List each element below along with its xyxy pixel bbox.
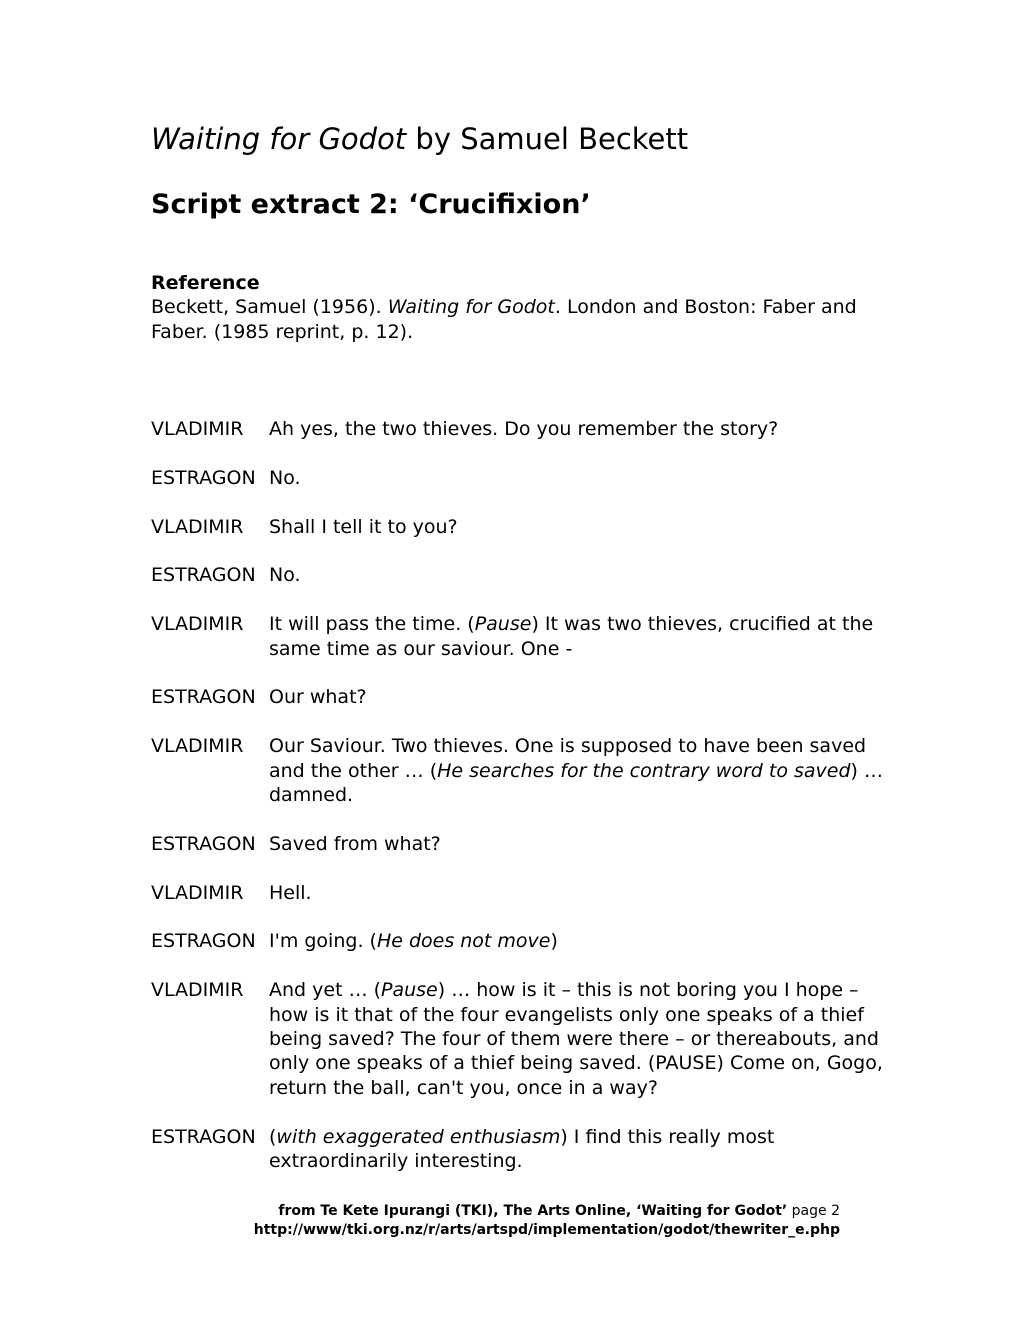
speaker-name: ESTRAGON: [151, 564, 256, 587]
speech-part: ) I find this really most extraordinarily interesting.: [269, 1125, 775, 1173]
stage-direction: Pause: [381, 979, 438, 1002]
speaker-name: ESTRAGON: [151, 930, 256, 953]
speech-text: [269, 466, 891, 490]
dialogue-line: [151, 466, 891, 490]
dialogue-line: [151, 978, 891, 1100]
document-title: [151, 119, 688, 159]
dialogue-line: [151, 685, 891, 709]
dialogue-line: [151, 881, 891, 905]
speech-part: No.: [269, 564, 301, 587]
speech-part: ) It was two thieves, crucified at the same time as our saviour. One -: [269, 613, 874, 660]
reference-pre: Beckett, Samuel (1956).: [151, 296, 388, 318]
speech-text: [269, 978, 891, 1100]
speech-part: Our what?: [269, 686, 367, 709]
speech-part: ) …damned.: [269, 759, 883, 806]
speaker-name: VLADIMIR: [151, 515, 244, 538]
dialogue-line: [151, 832, 891, 856]
reference-italic: Waiting for Godot: [387, 296, 555, 318]
dialogue-line: [151, 563, 891, 587]
footer-source-text: from Te Kete Ipurangi (TKI), The Arts Online, ‘Waiting for Godot’: [278, 1203, 788, 1219]
stage-direction: He searches for the contrary word to saved: [437, 759, 851, 782]
reference-post: . London and Boston: Faber and Faber. (1985 reprint, p. 12).: [151, 296, 857, 343]
speech-part: Our Saviour. Two thieves. One is supposed to have been saved and the other … (: [269, 735, 867, 782]
speaker-name: VLADIMIR: [151, 418, 244, 440]
stage-direction: He does not move: [376, 930, 551, 953]
document-subtitle: Script extract 2: ‘Crucifixion’: [151, 189, 591, 220]
title-italic: Waiting for Godot: [151, 122, 407, 156]
dialogue-line: [151, 734, 891, 807]
speaker-name: ESTRAGON: [151, 466, 256, 489]
speech-part: Ah yes, the two thieves. Do you remember the story?: [269, 418, 779, 440]
speech-text: [269, 832, 891, 856]
speech-part: No.: [269, 466, 301, 489]
speech-part: Hell.: [269, 881, 312, 904]
reference-heading: Reference: [151, 272, 260, 294]
speech-part: I'm going. (: [269, 930, 377, 953]
speech-part: (: [269, 1125, 277, 1148]
dialogue-line: [151, 612, 891, 661]
stage-direction: with exaggerated enthusiasm: [276, 1125, 561, 1148]
footer-url: http://www/tki.org.nz/r/arts/artspd/implementation/godot/thewriter_e.php: [253, 1222, 840, 1238]
speech-text: [269, 734, 891, 807]
speech-text: [269, 563, 891, 587]
speech-text: [269, 417, 891, 441]
dialogue-line: [151, 417, 891, 441]
speaker-name: VLADIMIR: [151, 979, 244, 1002]
speech-part: ) … how is it – this is not boring you I hope – how is it that of the four evangelists only one speaks of a thief being saved? The four of them were there – or thereabouts, and only one speaks of a thief being saved. (PAUSE) Come on, Gogo, return the ball, can't you, once in a way?: [269, 979, 883, 1099]
speech-part: It will pass the time. (: [269, 613, 475, 636]
dialogue-line: [151, 1125, 891, 1174]
dialogue-line: [151, 929, 891, 953]
speech-part: Shall I tell it to you?: [269, 515, 458, 538]
script-dialogue: [151, 417, 891, 1198]
speech-part: Saved from what?: [269, 832, 441, 855]
reference-text: [151, 295, 881, 345]
speaker-name: ESTRAGON: [151, 686, 256, 709]
speaker-name: ESTRAGON: [151, 1125, 256, 1148]
speaker-name: VLADIMIR: [151, 613, 244, 636]
dialogue-line: [151, 515, 891, 539]
speech-text: [269, 612, 891, 661]
footer-source: [0, 1201, 840, 1222]
stage-direction: Pause: [474, 613, 532, 636]
speech-text: [269, 515, 891, 539]
speech-part: ): [550, 930, 558, 953]
speaker-name: ESTRAGON: [151, 832, 256, 855]
speaker-name: VLADIMIR: [151, 881, 244, 904]
speech-text: [269, 929, 891, 953]
speech-text: [269, 685, 891, 709]
title-rest: by Samuel Beckett: [406, 122, 689, 156]
speech-text: [269, 881, 891, 905]
footer-page: page 2: [787, 1203, 840, 1219]
speaker-name: VLADIMIR: [151, 735, 244, 758]
speech-part: And yet … (: [269, 979, 382, 1002]
speech-text: [269, 1125, 891, 1174]
